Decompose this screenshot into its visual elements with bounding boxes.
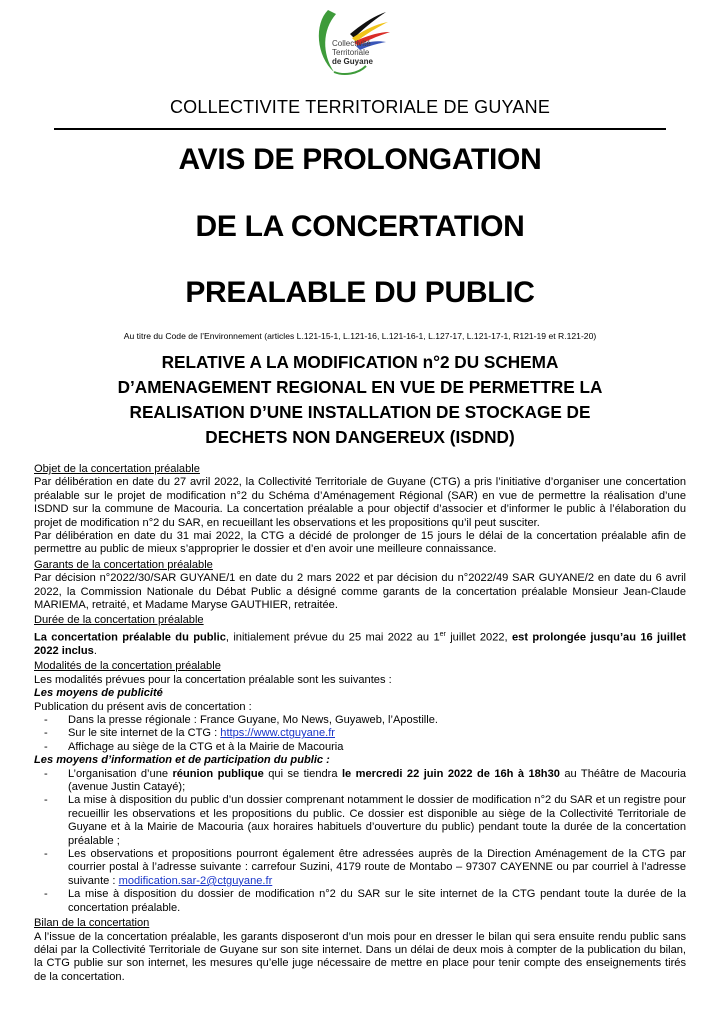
duree-bold-1: La concertation préalable du public	[34, 631, 226, 644]
notice-body	[34, 463, 686, 984]
list-item	[68, 714, 686, 727]
section-heading-duree: Durée de la concertation préalable	[34, 614, 204, 627]
logo-text	[332, 39, 373, 66]
modalites-intro: Les modalités prévues pour la concertation préalable sont les suivantes :	[34, 673, 392, 686]
publicite-intro: Publication du présent avis de concertation :	[34, 700, 252, 713]
subheading-publicite: Les moyens de publicité	[34, 687, 163, 700]
subtitle-line-3: REALISATION D’UNE INSTALLATION DE STOCKAGE DE	[129, 402, 591, 422]
duree-sup: er	[439, 630, 446, 638]
list-item-bold: le mercredi 22 juin 2022 de 16h à 18h30	[341, 767, 560, 780]
ctg-website-link[interactable]: https://www.ctguyane.fr	[220, 727, 335, 740]
list-item	[68, 848, 686, 888]
email-link[interactable]: modification.sar-2@ctguyane.fr	[118, 874, 273, 887]
list-item-text: La mise à disposition du dossier de modification n°2 du SAR sur le site internet de la CTG pendant toute la durée de la concertation préalable.	[68, 888, 686, 914]
duree-text-1: , initialement prévue du 25 mai 2022 au 1	[225, 631, 440, 644]
bilan-paragraph: A l’issue de la concertation préalable, les garants disposeront d’un mois pour en dresser le bilan qui sera ensuite rendu public sans délai par la Collectivité Territoriale de Guyane sur son site internet. Dans un délai de deux mois à compter de la publication du bilan, la CTG publie sur son internet, les mesures qu’elle juge nécessaire de mettre en place pour tenir compte des enseignements tirés de la concertation.	[34, 930, 686, 983]
subtitle-line-1: RELATIVE A LA MODIFICATION n°2 DU SCHEMA	[161, 352, 559, 372]
objet-paragraph-2: Par délibération en date du 31 mai 2022, la CTG a décidé de prolonger de 15 jours le délai de la concertation préalable afin de permettre au public de mieux s’approprier le dossier et d’en avoir une meilleure connaissance.	[34, 530, 686, 556]
section-heading-modalites: Modalités de la concertation préalable	[34, 660, 221, 673]
list-item-text: Dans la presse régionale : France Guyane, Mo News, Guyaweb, l’Apostille.	[68, 714, 438, 726]
section-heading-bilan: Bilan de la concertation	[34, 917, 150, 930]
main-title-line-1: AVIS DE PROLONGATION	[178, 143, 542, 176]
duree-text-2: juillet 2022,	[445, 631, 512, 644]
list-item-text: au Théâtre de Macouria (avenue Justin Catayé);	[68, 767, 686, 794]
subtitle-line-2: D’AMENAGEMENT REGIONAL EN VUE DE PERMETTRE LA	[117, 377, 603, 397]
subtitle-line-4: DECHETS NON DANGEREUX (ISDND)	[205, 427, 515, 447]
garants-paragraph: Par décision n°2022/30/SAR GUYANE/1 en date du 2 mars 2022 et par décision du n°2022/49 SAR GUYANE/2 en date du 6 avril 2022, la Commission Nationale du Débat Public a désigné comme garants de la concertation préalable Monsieur Jean-Claude MARIEMA, retraité, et Madame Maryse GAUTHIER, retraitée.	[34, 572, 686, 612]
duree-paragraph	[34, 628, 686, 659]
logo-line-1: Collectivité	[332, 39, 371, 48]
duree-bold-2: est prolongée jusqu’au 16 juillet 2022 inclus	[34, 631, 686, 657]
section-heading-garants: Garants de la concertation préalable	[34, 558, 213, 571]
list-item-text: Les observations et propositions pourront également être adressées auprès de la Direction Aménagement de la CTG par courrier postal à l’adresse suivante : carrefour Suzini, 4179 route de Montabo – 97307 CAYENNE ou par courriel à l’adresse suivante :	[68, 848, 686, 887]
publicite-list	[34, 714, 686, 754]
list-item	[68, 727, 686, 740]
logo-line-3: de Guyane	[332, 57, 373, 66]
duree-end: .	[93, 644, 97, 657]
information-list	[34, 768, 686, 915]
title-divider	[54, 128, 666, 130]
list-item-bold: réunion publique	[172, 767, 264, 780]
organization-title: COLLECTIVITE TERRITORIALE DE GUYANE	[169, 97, 551, 117]
list-item	[68, 888, 686, 915]
list-item-text: L’organisation d’une	[68, 767, 173, 780]
subheading-information: Les moyens d’information et de participation du public :	[34, 754, 330, 767]
logo-line-2: Territoriale	[332, 48, 370, 57]
list-item-text: qui se tiendra	[263, 767, 342, 780]
list-item	[68, 794, 686, 848]
ctg-logo	[310, 4, 392, 80]
list-item-text: Affichage au siège de la CTG et à la Mairie de Macouria	[68, 740, 344, 753]
legal-reference: Au titre du Code de l’Environnement (articles L.121-15-1, L.121-16, L.121-16-1, L.127-17, L.121-17-1, R121-19 et R.121-20)	[123, 331, 597, 341]
objet-paragraph-1: Par délibération en date du 27 avril 2022, la Collectivité Territoriale de Guyane (CTG) a pris l’initiative d’organiser une concertation préalable sur le projet de modification n°2 du Schéma d’Aménagement Régional (SAR) en vue de permettre la réalisation d’une ISDND sur la commune de Macouria. La concertation préalable a pour objectif d’associer et d’informer le public à l’élaboration du projet de modification n°2 du SAR, en recueillant les observations et les propositions qu’il peut susciter.	[34, 476, 686, 529]
main-title-line-2: DE LA CONCERTATION	[195, 210, 525, 243]
list-item-text: Sur le site internet de la CTG :	[68, 727, 221, 740]
list-item	[68, 741, 686, 754]
section-heading-objet: Objet de la concertation préalable	[34, 463, 200, 475]
list-item	[68, 768, 686, 795]
list-item-text: La mise à disposition du public d’un dossier comprenant notamment le dossier de modification n°2 du SAR et un registre pour recueillir les observations et les propositions du public. Ce dossier est disponible au siège de la Collectivité Territoriale de Guyane et à la Mairie de Macouria (aux horaires habituels d’ouverture du public) pendant toute la durée de la concertation préalable ;	[68, 794, 686, 847]
main-title-line-3: PREALABLE DU PUBLIC	[185, 276, 535, 309]
subtitle	[30, 350, 690, 450]
